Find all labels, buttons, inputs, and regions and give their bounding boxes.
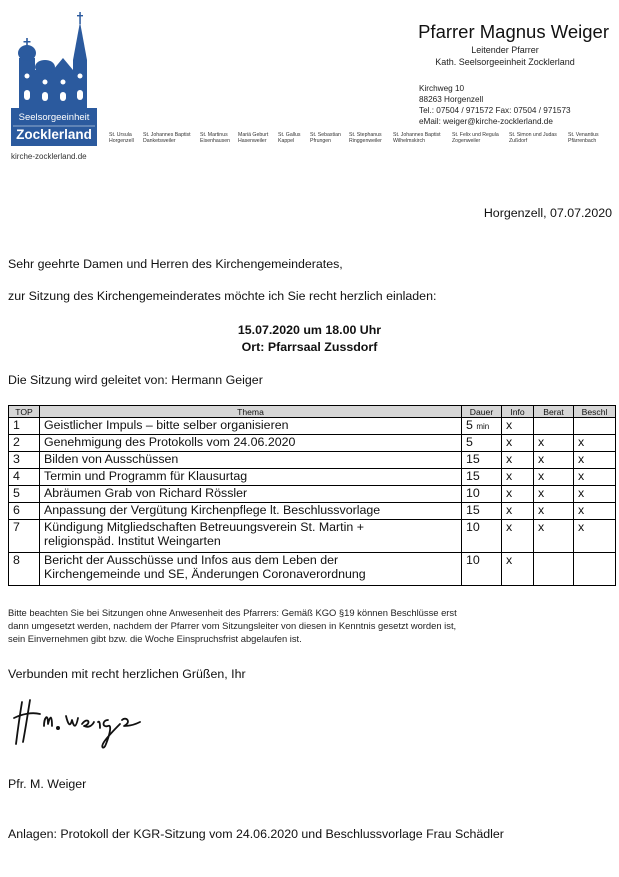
top-number: 5 — [9, 486, 40, 503]
info-mark: x — [502, 469, 534, 486]
col-header-top: TOP — [9, 406, 40, 418]
top-number: 4 — [9, 469, 40, 486]
meeting-place: Ort: Pfarrsaal Zussdorf — [241, 340, 378, 354]
agenda-topic: Termin und Programm für Klausurtag — [40, 469, 462, 486]
parish-logo — [9, 8, 99, 148]
agenda-topic: Kündigung Mitgliedschaften Betreuungsverein St. Martin + religionspäd. Institut Weingarten — [40, 520, 462, 553]
info-mark: x — [502, 452, 534, 469]
col-header-beschl: Beschl — [574, 406, 616, 418]
kgo-note: Bitte beachten Sie bei Sitzungen ohne Anwesenheit des Pfarrers: Gemäß KGO §19 können Beschlüsse erst dann umgesetzt werden, nachdem der Pfarrer vom Sitzungsleiter von diesen in Kenntnis gesetzt worden ist, sein Einvernehmen gibt bzw. die Woche Einspruchsfrist abgelaufen ist. — [8, 607, 457, 644]
table-row — [9, 486, 616, 503]
top-number: 7 — [9, 520, 40, 553]
top-number: 2 — [9, 435, 40, 452]
beschl-mark: x — [574, 469, 616, 486]
info-mark: x — [502, 503, 534, 520]
signature-name: Pfr. M. Weiger — [8, 777, 87, 791]
parish-item: St. Sebastian Pfrungen — [310, 132, 341, 144]
meeting-time: 15.07.2020 um 18.00 Uhr — [237, 323, 382, 337]
berat-mark: x — [534, 435, 574, 452]
table-row — [9, 503, 616, 520]
letter-date: Horgenzell, 07.07.2020 — [483, 206, 612, 220]
info-mark: x — [502, 435, 534, 452]
duration: 15 — [462, 469, 502, 486]
table-row — [9, 418, 616, 435]
beschl-mark: x — [574, 503, 616, 520]
top-number: 8 — [9, 553, 40, 586]
berat-mark: x — [534, 503, 574, 520]
duration: 15 — [462, 452, 502, 469]
col-header-info: Info — [502, 406, 534, 418]
parish-item: St. Johannes Baptist Danketsweiler — [143, 132, 191, 144]
agenda-topic: Bilden von Ausschüssen — [40, 452, 462, 469]
beschl-mark: x — [574, 452, 616, 469]
info-mark: x — [502, 418, 534, 435]
duration: 10 — [462, 553, 502, 586]
info-mark: x — [502, 486, 534, 503]
col-header-dauer: Dauer — [462, 406, 502, 418]
invitation-text: zur Sitzung des Kirchengemeinderates möchte ich Sie recht herzlich einladen: — [8, 289, 437, 303]
logo-line2: Zocklerland — [16, 127, 92, 142]
attachments: Anlagen: Protokoll der KGR-Sitzung vom 24.06.2020 und Beschlussvorlage Frau Schädler — [8, 827, 504, 841]
table-row — [9, 469, 616, 486]
table-header-row — [9, 406, 616, 418]
table-row — [9, 553, 616, 586]
parish-item: St. Ursula Horgenzell — [109, 132, 134, 144]
signature-image — [8, 694, 148, 754]
agenda-table — [8, 405, 616, 586]
berat-mark — [534, 553, 574, 586]
berat-mark: x — [534, 486, 574, 503]
duration: 15 — [462, 503, 502, 520]
website-link[interactable]: kirche-zocklerland.de — [11, 152, 87, 161]
parish-item: St. Johannes Baptist Wilhelmskirch — [393, 132, 441, 144]
beschl-mark — [574, 418, 616, 435]
top-number: 3 — [9, 452, 40, 469]
berat-mark: x — [534, 469, 574, 486]
closing-greeting: Verbunden mit recht herzlichen Grüßen, Ihr — [8, 667, 246, 681]
table-row — [9, 452, 616, 469]
table-row — [9, 435, 616, 452]
info-mark: x — [502, 553, 534, 586]
duration: 5 — [462, 435, 502, 452]
col-header-thema: Thema — [40, 406, 462, 418]
email-address[interactable]: eMail: weiger@kirche-zocklerland.de — [419, 117, 553, 126]
berat-mark: x — [534, 452, 574, 469]
address-street: Kirchweg 10 — [419, 84, 465, 93]
salutation: Sehr geehrte Damen und Herren des Kirchengemeinderates, — [8, 257, 343, 271]
organization: Kath. Seelsorgeeinheit Zocklerland — [435, 57, 575, 67]
top-number: 1 — [9, 418, 40, 435]
beschl-mark: x — [574, 520, 616, 553]
agenda-topic: Anpassung der Vergütung Kirchenpflege lt. Beschlussvorlage — [40, 503, 462, 520]
duration: 10 — [462, 486, 502, 503]
phone-fax: Tel.: 07504 / 971572 Fax: 07504 / 971573 — [419, 106, 571, 115]
agenda-topic: Geistlicher Impuls – bitte selber organisieren — [40, 418, 462, 435]
parish-item: St. Felix und Regula Zogenweiler — [452, 132, 499, 144]
beschl-mark — [574, 553, 616, 586]
beschl-mark: x — [574, 435, 616, 452]
berat-mark — [534, 418, 574, 435]
duration: 5 min — [462, 418, 502, 435]
duration: 10 — [462, 520, 502, 553]
top-number: 6 — [9, 503, 40, 520]
parish-item: St. Martinus Eisenhausen — [200, 132, 230, 144]
meeting-chair: Die Sitzung wird geleitet von: Hermann Geiger — [8, 373, 263, 387]
parish-list — [109, 133, 609, 149]
berat-mark: x — [534, 520, 574, 553]
agenda-topic: Genehmigung des Protokolls vom 24.06.2020 — [40, 435, 462, 452]
agenda-topic: Abräumen Grab von Richard Rössler — [40, 486, 462, 503]
beschl-mark: x — [574, 486, 616, 503]
pastor-name: Pfarrer Magnus Weiger — [418, 21, 609, 42]
col-header-berat: Berat — [534, 406, 574, 418]
logo-line1: Seelsorgeeinheit — [18, 112, 90, 123]
info-mark: x — [502, 520, 534, 553]
parish-item: St. Venantius Pfärrenbach — [568, 132, 599, 144]
parish-item: Mariä Geburt Hasenweiler — [238, 132, 269, 144]
parish-item: St. Simon und Judas Zußdorf — [509, 132, 557, 144]
parish-item: St. Gallus Kappel — [278, 132, 301, 144]
table-row — [9, 520, 616, 553]
parish-item: St. Stephanus Ringgenweiler — [349, 132, 382, 144]
pastor-role: Leitender Pfarrer — [471, 45, 539, 55]
address-city: 88263 Horgenzell — [419, 95, 484, 104]
agenda-topic: Bericht der Ausschüsse und Infos aus dem Leben der Kirchengemeinde und SE, Änderungen Coronaverordnung — [40, 553, 462, 586]
